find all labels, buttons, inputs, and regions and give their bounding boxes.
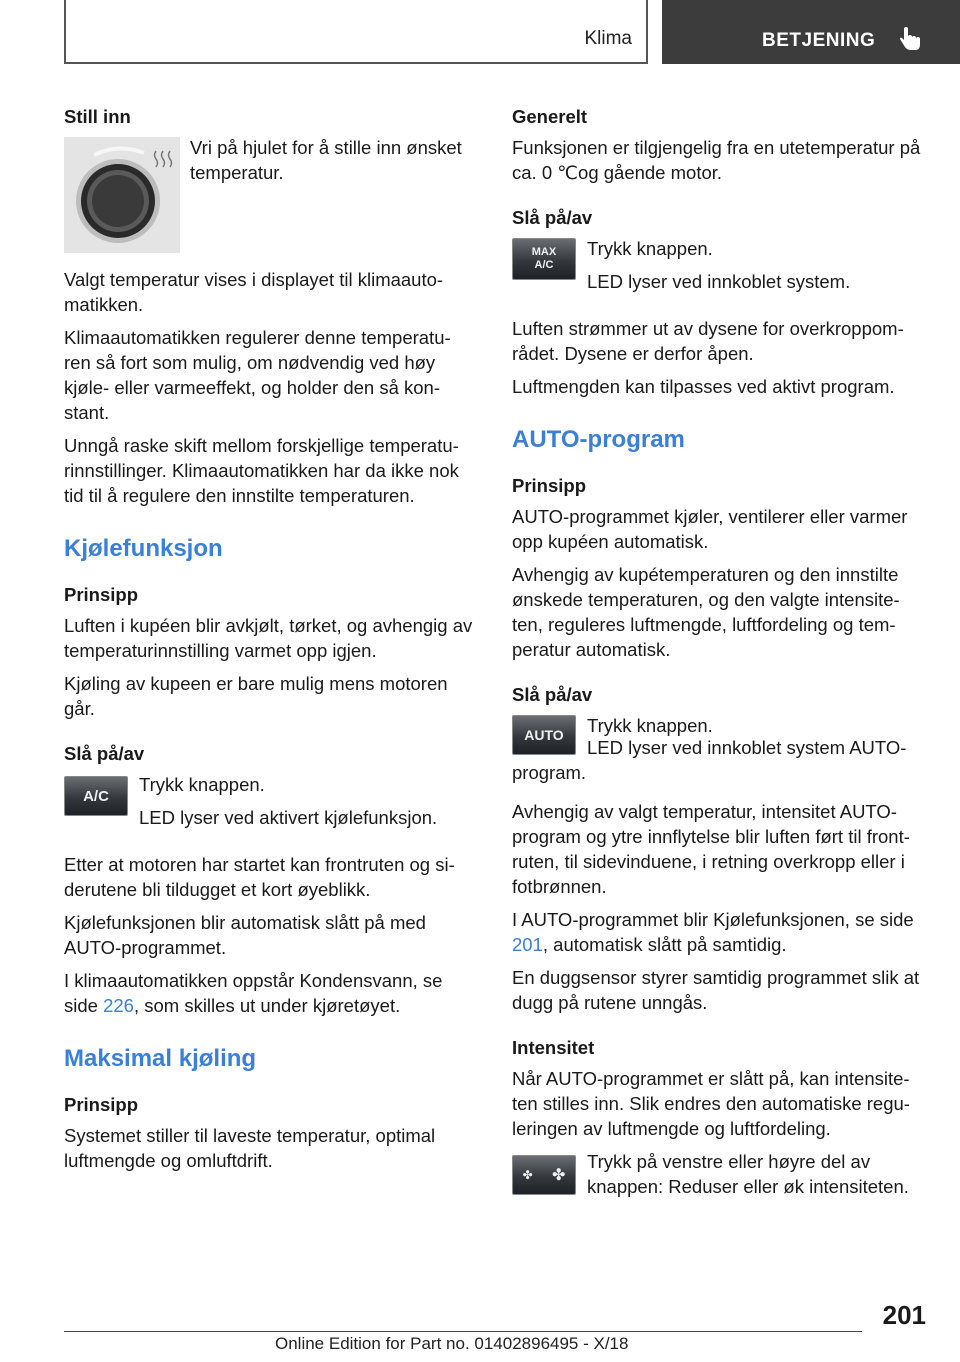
ac-fig-line: LED lyser ved aktivert kjølefunksjon. bbox=[139, 807, 438, 828]
paragraph: Systemet stiller til laveste temperatur, optimal luftmengde og omluftdrift. bbox=[64, 1125, 436, 1171]
paragraph: Kjølefunksjonen blir automatisk slått på med AUTO-programmet. bbox=[64, 912, 426, 958]
max-fig-line: LED lyser ved innkoblet system. bbox=[587, 271, 851, 292]
still-inn-heading: Still inn bbox=[64, 106, 131, 127]
paragraph: Funksjonen er tilgjengelig fra en utetemperatur på ca. 0 ℃og gående motor. bbox=[512, 137, 921, 183]
header-chapter-tab bbox=[662, 0, 960, 64]
text: I klimaautomatikken oppstår Kondensvann, se side bbox=[64, 970, 443, 1016]
temperature-knob-image bbox=[64, 137, 180, 253]
page-number: 201 bbox=[882, 1300, 926, 1330]
intensity-fig-text: Trykk på venstre eller høyre del av knappen: Reduser eller øk intensiteten. bbox=[587, 1151, 909, 1197]
intensitet-heading: Intensitet bbox=[512, 1037, 595, 1058]
text: , automatisk slått på samtidig. bbox=[542, 934, 787, 955]
prinsipp-heading: Prinsipp bbox=[64, 1094, 139, 1115]
paragraph: Luftmengden kan tilpasses ved aktivt program. bbox=[512, 376, 895, 397]
text: , som skilles ut under kjøretøyet. bbox=[133, 995, 401, 1016]
auto-fig-line-2: LED lyser ved innkoblet system AUTO-program. bbox=[512, 737, 907, 783]
max-label: MAX bbox=[531, 246, 557, 258]
intensity-figure bbox=[512, 1149, 924, 1207]
paragraph: Kjøling av kupeen er bare mulig mens motoren går. bbox=[64, 673, 448, 719]
paragraph: Når AUTO-programmet er slått på, kan intensite-ten stilles inn. Slik endres den automatiske regu-leringen av luftmengde og luftfordeling. bbox=[512, 1068, 910, 1139]
paragraph: AUTO-programmet kjøler, ventilerer eller varmer opp kupéen automatisk. bbox=[512, 506, 908, 552]
kjolefunksjon-title: Kjølefunksjon bbox=[64, 535, 223, 562]
prinsipp-heading: Prinsipp bbox=[64, 584, 139, 605]
auto-program-title: AUTO-program bbox=[512, 426, 685, 453]
fan-icon: ✤ bbox=[551, 1166, 566, 1184]
still-inn-fig-text: Vri på hjulet for å stille inn ønsket temperatur. bbox=[190, 137, 462, 183]
paragraph: Etter at motoren har startet kan frontruten og si-derutene bli tildugget et kort øyeblikk. bbox=[64, 854, 455, 900]
intensity-fig-text-box bbox=[587, 1149, 924, 1207]
max-fig-line: Trykk knappen. bbox=[587, 238, 713, 259]
slaa-paa-av-heading: Slå på/av bbox=[512, 684, 593, 705]
footer-divider bbox=[64, 1331, 862, 1332]
fan-icon: ✤ bbox=[522, 1167, 533, 1182]
paragraph bbox=[512, 907, 924, 957]
ac-figure bbox=[64, 772, 476, 838]
paragraph: Luften i kupéen blir avkjølt, tørket, og avhengig av temperaturinnstilling varmet opp igjen. bbox=[64, 615, 473, 661]
ac-button-image: A/C bbox=[64, 776, 128, 816]
paragraph: Luften strømmer ut av dysene for overkroppom-rådet. Dysene er derfor åpen. bbox=[512, 318, 904, 364]
still-inn-figure bbox=[64, 135, 476, 253]
paragraph: Unngå raske skift mellom forskjellige temperatu-rinnstillinger. Klimaautomatikken har da ikke nok tid til å regulere den innstilte temperaturen. bbox=[64, 435, 459, 506]
chapter-title: BETJENING bbox=[762, 30, 876, 51]
edition-text: Online Edition for Part no. 01402896495 - X/18 bbox=[275, 1334, 629, 1353]
ac-fig-text-box bbox=[139, 772, 437, 838]
page-link-226[interactable]: 226 bbox=[103, 995, 134, 1016]
auto-button-image: AUTO bbox=[512, 715, 576, 755]
max-ac-figure bbox=[512, 236, 924, 302]
hand-pointer-icon bbox=[898, 26, 924, 52]
header-section-box bbox=[64, 0, 648, 64]
paragraph bbox=[64, 968, 476, 1018]
maksimal-kjoling-title: Maksimal kjøling bbox=[64, 1045, 257, 1072]
auto-fig-line: Trykk knappen. bbox=[587, 715, 713, 736]
paragraph: Klimaautomatikken regulerer denne temperatu-ren så fort som mulig, om nødvendig ved høy kjøle- eller varmeeffekt, og holder den så kon-stant. bbox=[64, 327, 451, 423]
generelt-heading: Generelt bbox=[512, 106, 588, 127]
slaa-paa-av-heading: Slå på/av bbox=[512, 207, 593, 228]
ac-label: A/C bbox=[534, 259, 554, 271]
section-title: Klima bbox=[584, 28, 632, 49]
right-column bbox=[512, 104, 924, 1221]
ac-fig-line: Trykk knappen. bbox=[139, 774, 265, 795]
paragraph: En duggsensor styrer samtidig programmet slik at dugg på rutene unngås. bbox=[512, 967, 920, 1013]
slaa-paa-av-heading: Slå på/av bbox=[64, 743, 145, 764]
still-inn-fig-text-box bbox=[190, 135, 476, 193]
text: I AUTO-programmet blir Kjølefunksjonen, se side bbox=[512, 909, 914, 930]
max-ac-fig-text-box bbox=[587, 236, 850, 302]
paragraph: Avhengig av kupétemperaturen og den innstilte ønskede temperaturen, og den valgte intensite-ten, reguleres luftmengde, luftfordeling og tem-peratur automatisk. bbox=[512, 564, 900, 660]
max-ac-button-image bbox=[512, 238, 576, 280]
page-link-201[interactable]: 201 bbox=[512, 934, 543, 955]
intensity-button-image bbox=[512, 1155, 576, 1195]
prinsipp-heading: Prinsipp bbox=[512, 475, 587, 496]
knob-icon bbox=[64, 137, 180, 253]
paragraph: Valgt temperatur vises i displayet til klimaauto-matikken. bbox=[64, 269, 444, 315]
paragraph: Avhengig av valgt temperatur, intensitet AUTO-program og ytre innflytelse blir luften ført til front-ruten, til sidevinduene, i retning overkropp eller i fotbrønnen. bbox=[512, 801, 910, 897]
left-column bbox=[64, 104, 476, 1181]
